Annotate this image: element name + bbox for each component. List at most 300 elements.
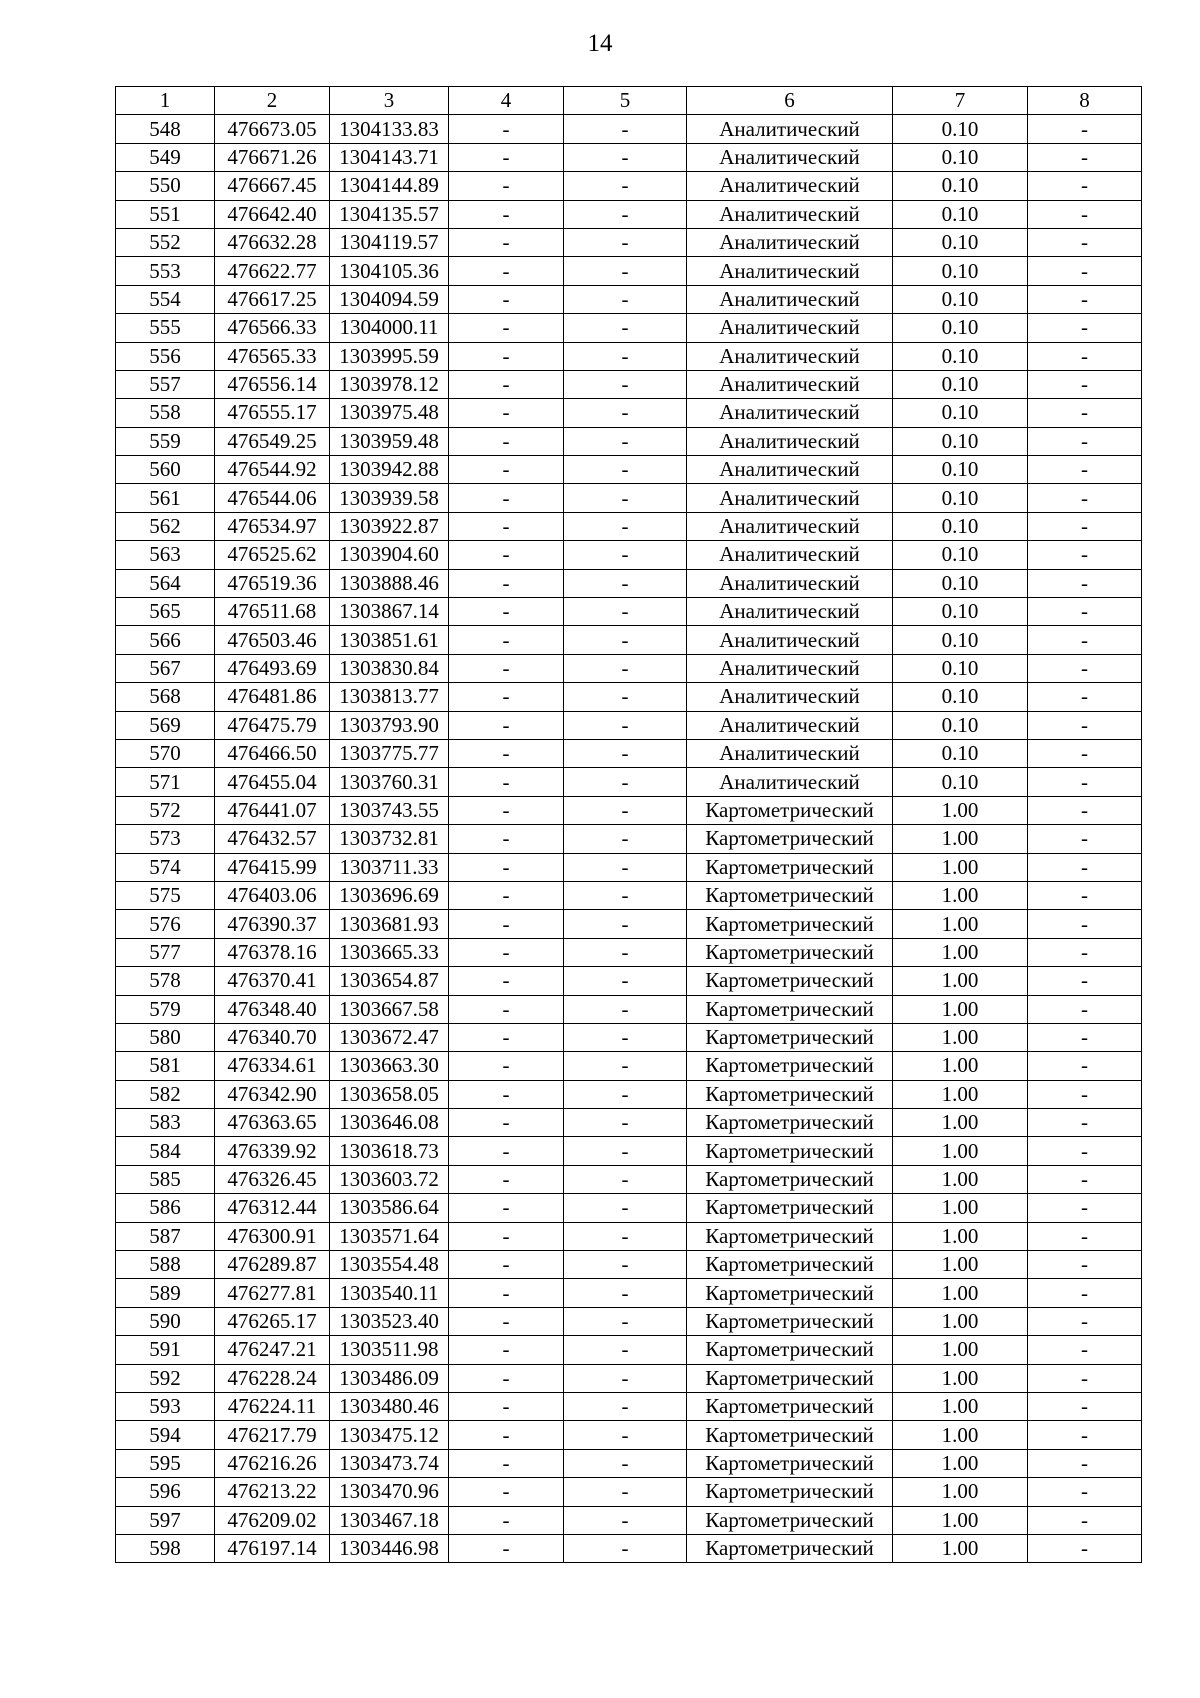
cell-x-coordinate: 476544.06 <box>215 484 330 512</box>
column-header-6: 6 <box>687 87 893 115</box>
cell-method: Аналитический <box>687 228 893 256</box>
cell-method: Картометрический <box>687 1023 893 1051</box>
cell-x-coordinate: 476300.91 <box>215 1222 330 1250</box>
cell-accuracy: 0.10 <box>893 768 1028 796</box>
cell-x-coordinate: 476493.69 <box>215 654 330 682</box>
cell-col-8: - <box>1028 427 1142 455</box>
cell-y-coordinate: 1304135.57 <box>330 200 449 228</box>
cell-accuracy: 1.00 <box>893 853 1028 881</box>
cell-col-5: - <box>564 654 687 682</box>
cell-x-coordinate: 476378.16 <box>215 938 330 966</box>
cell-accuracy: 1.00 <box>893 1392 1028 1420</box>
cell-col-4: - <box>449 314 564 342</box>
cell-col-4: - <box>449 654 564 682</box>
table-row <box>116 1251 1142 1279</box>
cell-x-coordinate: 476555.17 <box>215 399 330 427</box>
cell-col-4: - <box>449 1364 564 1392</box>
cell-col-4: - <box>449 1307 564 1335</box>
cell-col-8: - <box>1028 853 1142 881</box>
cell-x-coordinate: 476363.65 <box>215 1109 330 1137</box>
cell-col-5: - <box>564 541 687 569</box>
cell-y-coordinate: 1303586.64 <box>330 1194 449 1222</box>
cell-method: Аналитический <box>687 739 893 767</box>
cell-method: Картометрический <box>687 1336 893 1364</box>
cell-col-5: - <box>564 598 687 626</box>
cell-x-coordinate: 476671.26 <box>215 143 330 171</box>
cell-col-5: - <box>564 1307 687 1335</box>
cell-y-coordinate: 1303995.59 <box>330 342 449 370</box>
cell-point-number: 564 <box>116 569 215 597</box>
cell-col-5: - <box>564 200 687 228</box>
cell-col-4: - <box>449 200 564 228</box>
cell-accuracy: 1.00 <box>893 825 1028 853</box>
cell-y-coordinate: 1303942.88 <box>330 456 449 484</box>
cell-method: Аналитический <box>687 654 893 682</box>
cell-y-coordinate: 1303646.08 <box>330 1109 449 1137</box>
column-header-8: 8 <box>1028 87 1142 115</box>
cell-y-coordinate: 1303618.73 <box>330 1137 449 1165</box>
table-row <box>116 1194 1142 1222</box>
cell-point-number: 563 <box>116 541 215 569</box>
cell-accuracy: 0.10 <box>893 569 1028 597</box>
cell-accuracy: 0.10 <box>893 257 1028 285</box>
cell-x-coordinate: 476197.14 <box>215 1534 330 1562</box>
cell-col-4: - <box>449 1336 564 1364</box>
column-header-3: 3 <box>330 87 449 115</box>
cell-col-4: - <box>449 228 564 256</box>
table-row <box>116 853 1142 881</box>
cell-point-number: 580 <box>116 1023 215 1051</box>
cell-point-number: 589 <box>116 1279 215 1307</box>
cell-method: Аналитический <box>687 541 893 569</box>
cell-accuracy: 1.00 <box>893 938 1028 966</box>
cell-x-coordinate: 476642.40 <box>215 200 330 228</box>
cell-point-number: 562 <box>116 512 215 540</box>
cell-col-8: - <box>1028 228 1142 256</box>
cell-x-coordinate: 476334.61 <box>215 1052 330 1080</box>
cell-col-8: - <box>1028 1307 1142 1335</box>
cell-y-coordinate: 1303813.77 <box>330 683 449 711</box>
cell-method: Аналитический <box>687 399 893 427</box>
cell-y-coordinate: 1303743.55 <box>330 796 449 824</box>
cell-col-4: - <box>449 1506 564 1534</box>
cell-point-number: 582 <box>116 1080 215 1108</box>
cell-accuracy: 1.00 <box>893 1194 1028 1222</box>
cell-col-4: - <box>449 967 564 995</box>
cell-x-coordinate: 476415.99 <box>215 853 330 881</box>
table-row <box>116 512 1142 540</box>
cell-method: Картометрический <box>687 1080 893 1108</box>
cell-x-coordinate: 476370.41 <box>215 967 330 995</box>
table-row <box>116 456 1142 484</box>
cell-point-number: 560 <box>116 456 215 484</box>
cell-point-number: 557 <box>116 370 215 398</box>
cell-col-8: - <box>1028 1251 1142 1279</box>
cell-col-8: - <box>1028 598 1142 626</box>
cell-accuracy: 0.10 <box>893 370 1028 398</box>
cell-accuracy: 0.10 <box>893 285 1028 313</box>
cell-y-coordinate: 1303681.93 <box>330 910 449 938</box>
table-header <box>116 87 1142 115</box>
cell-method: Аналитический <box>687 285 893 313</box>
cell-accuracy: 1.00 <box>893 1534 1028 1562</box>
table-row <box>116 399 1142 427</box>
cell-accuracy: 0.10 <box>893 427 1028 455</box>
cell-method: Аналитический <box>687 427 893 455</box>
table-row <box>116 967 1142 995</box>
cell-accuracy: 1.00 <box>893 1109 1028 1137</box>
cell-col-4: - <box>449 172 564 200</box>
cell-col-5: - <box>564 1080 687 1108</box>
cell-col-5: - <box>564 967 687 995</box>
cell-x-coordinate: 476566.33 <box>215 314 330 342</box>
cell-y-coordinate: 1303793.90 <box>330 711 449 739</box>
cell-col-4: - <box>449 257 564 285</box>
cell-col-4: - <box>449 285 564 313</box>
cell-x-coordinate: 476511.68 <box>215 598 330 626</box>
table-row <box>116 569 1142 597</box>
cell-col-5: - <box>564 1478 687 1506</box>
cell-point-number: 572 <box>116 796 215 824</box>
table-row <box>116 1222 1142 1250</box>
cell-col-4: - <box>449 910 564 938</box>
cell-method: Аналитический <box>687 143 893 171</box>
cell-col-4: - <box>449 683 564 711</box>
cell-accuracy: 1.00 <box>893 1080 1028 1108</box>
cell-x-coordinate: 476673.05 <box>215 115 330 143</box>
cell-point-number: 555 <box>116 314 215 342</box>
cell-y-coordinate: 1304144.89 <box>330 172 449 200</box>
coordinates-table <box>115 86 1142 1563</box>
cell-col-5: - <box>564 228 687 256</box>
cell-col-5: - <box>564 1137 687 1165</box>
table-row <box>116 342 1142 370</box>
table-row <box>116 1534 1142 1562</box>
cell-accuracy: 1.00 <box>893 1506 1028 1534</box>
cell-method: Картометрический <box>687 796 893 824</box>
cell-col-8: - <box>1028 1194 1142 1222</box>
cell-point-number: 578 <box>116 967 215 995</box>
cell-x-coordinate: 476247.21 <box>215 1336 330 1364</box>
cell-col-5: - <box>564 1251 687 1279</box>
table-row <box>116 1336 1142 1364</box>
cell-col-8: - <box>1028 1336 1142 1364</box>
cell-method: Картометрический <box>687 825 893 853</box>
cell-point-number: 586 <box>116 1194 215 1222</box>
cell-accuracy: 1.00 <box>893 1421 1028 1449</box>
table-row <box>116 1109 1142 1137</box>
cell-col-4: - <box>449 1023 564 1051</box>
cell-col-5: - <box>564 1194 687 1222</box>
cell-method: Картометрический <box>687 1052 893 1080</box>
cell-point-number: 587 <box>116 1222 215 1250</box>
cell-col-4: - <box>449 598 564 626</box>
cell-accuracy: 1.00 <box>893 1137 1028 1165</box>
cell-point-number: 576 <box>116 910 215 938</box>
cell-x-coordinate: 476277.81 <box>215 1279 330 1307</box>
cell-col-4: - <box>449 115 564 143</box>
cell-point-number: 568 <box>116 683 215 711</box>
page-number: 14 <box>587 30 613 57</box>
cell-accuracy: 1.00 <box>893 1449 1028 1477</box>
cell-col-8: - <box>1028 1279 1142 1307</box>
cell-col-5: - <box>564 853 687 881</box>
table-row <box>116 172 1142 200</box>
cell-accuracy: 0.10 <box>893 541 1028 569</box>
cell-y-coordinate: 1303867.14 <box>330 598 449 626</box>
cell-col-5: - <box>564 938 687 966</box>
cell-col-8: - <box>1028 1534 1142 1562</box>
cell-col-5: - <box>564 1023 687 1051</box>
cell-y-coordinate: 1304119.57 <box>330 228 449 256</box>
cell-accuracy: 1.00 <box>893 1364 1028 1392</box>
column-header-4: 4 <box>449 87 564 115</box>
cell-y-coordinate: 1303760.31 <box>330 768 449 796</box>
cell-point-number: 559 <box>116 427 215 455</box>
table-body <box>116 115 1142 1563</box>
cell-point-number: 550 <box>116 172 215 200</box>
cell-accuracy: 0.10 <box>893 598 1028 626</box>
cell-method: Аналитический <box>687 598 893 626</box>
cell-col-4: - <box>449 995 564 1023</box>
table-row <box>116 995 1142 1023</box>
cell-y-coordinate: 1303672.47 <box>330 1023 449 1051</box>
table-row <box>116 598 1142 626</box>
cell-y-coordinate: 1303571.64 <box>330 1222 449 1250</box>
cell-x-coordinate: 476228.24 <box>215 1364 330 1392</box>
cell-col-8: - <box>1028 456 1142 484</box>
cell-x-coordinate: 476475.79 <box>215 711 330 739</box>
table-row <box>116 1478 1142 1506</box>
cell-accuracy: 0.10 <box>893 314 1028 342</box>
cell-col-5: - <box>564 1279 687 1307</box>
cell-col-8: - <box>1028 1165 1142 1193</box>
cell-method: Картометрический <box>687 881 893 909</box>
cell-point-number: 590 <box>116 1307 215 1335</box>
table-row <box>116 1080 1142 1108</box>
table-row <box>116 654 1142 682</box>
cell-col-5: - <box>564 825 687 853</box>
cell-col-8: - <box>1028 739 1142 767</box>
table-row <box>116 711 1142 739</box>
cell-point-number: 549 <box>116 143 215 171</box>
cell-col-5: - <box>564 314 687 342</box>
cell-col-5: - <box>564 456 687 484</box>
cell-method: Картометрический <box>687 995 893 1023</box>
cell-x-coordinate: 476326.45 <box>215 1165 330 1193</box>
cell-y-coordinate: 1303473.74 <box>330 1449 449 1477</box>
cell-method: Картометрический <box>687 1222 893 1250</box>
cell-col-4: - <box>449 1165 564 1193</box>
table-row <box>116 314 1142 342</box>
cell-col-5: - <box>564 626 687 654</box>
cell-col-8: - <box>1028 172 1142 200</box>
cell-point-number: 585 <box>116 1165 215 1193</box>
cell-col-8: - <box>1028 342 1142 370</box>
cell-x-coordinate: 476481.86 <box>215 683 330 711</box>
cell-accuracy: 1.00 <box>893 1251 1028 1279</box>
cell-y-coordinate: 1303470.96 <box>330 1478 449 1506</box>
cell-col-4: - <box>449 853 564 881</box>
cell-col-4: - <box>449 399 564 427</box>
cell-col-8: - <box>1028 484 1142 512</box>
cell-col-4: - <box>449 711 564 739</box>
header-row <box>116 87 1142 115</box>
cell-method: Картометрический <box>687 1194 893 1222</box>
table-row <box>116 1279 1142 1307</box>
cell-method: Аналитический <box>687 456 893 484</box>
cell-x-coordinate: 476265.17 <box>215 1307 330 1335</box>
cell-y-coordinate: 1303475.12 <box>330 1421 449 1449</box>
cell-col-8: - <box>1028 285 1142 313</box>
cell-method: Аналитический <box>687 257 893 285</box>
cell-y-coordinate: 1303486.09 <box>330 1364 449 1392</box>
table-row <box>116 1392 1142 1420</box>
table-row <box>116 257 1142 285</box>
cell-x-coordinate: 476441.07 <box>215 796 330 824</box>
cell-method: Картометрический <box>687 1165 893 1193</box>
cell-col-8: - <box>1028 200 1142 228</box>
cell-point-number: 583 <box>116 1109 215 1137</box>
cell-x-coordinate: 476340.70 <box>215 1023 330 1051</box>
cell-method: Аналитический <box>687 172 893 200</box>
cell-y-coordinate: 1303480.46 <box>330 1392 449 1420</box>
cell-y-coordinate: 1303658.05 <box>330 1080 449 1108</box>
cell-point-number: 570 <box>116 739 215 767</box>
cell-accuracy: 1.00 <box>893 1052 1028 1080</box>
cell-x-coordinate: 476403.06 <box>215 881 330 909</box>
cell-point-number: 595 <box>116 1449 215 1477</box>
cell-method: Аналитический <box>687 711 893 739</box>
cell-col-4: - <box>449 456 564 484</box>
cell-point-number: 575 <box>116 881 215 909</box>
cell-col-4: - <box>449 938 564 966</box>
cell-point-number: 552 <box>116 228 215 256</box>
cell-col-4: - <box>449 427 564 455</box>
cell-y-coordinate: 1303939.58 <box>330 484 449 512</box>
cell-accuracy: 0.10 <box>893 115 1028 143</box>
cell-y-coordinate: 1303654.87 <box>330 967 449 995</box>
cell-col-5: - <box>564 1052 687 1080</box>
cell-accuracy: 0.10 <box>893 399 1028 427</box>
cell-method: Картометрический <box>687 1534 893 1562</box>
table-row <box>116 796 1142 824</box>
cell-y-coordinate: 1303446.98 <box>330 1534 449 1562</box>
cell-method: Картометрический <box>687 1392 893 1420</box>
cell-col-5: - <box>564 1109 687 1137</box>
cell-col-5: - <box>564 796 687 824</box>
table-row <box>116 1307 1142 1335</box>
table-row <box>116 739 1142 767</box>
cell-y-coordinate: 1304143.71 <box>330 143 449 171</box>
cell-col-5: - <box>564 427 687 455</box>
cell-col-4: - <box>449 1449 564 1477</box>
cell-x-coordinate: 476667.45 <box>215 172 330 200</box>
cell-x-coordinate: 476213.22 <box>215 1478 330 1506</box>
cell-col-4: - <box>449 1478 564 1506</box>
cell-col-8: - <box>1028 143 1142 171</box>
cell-accuracy: 1.00 <box>893 881 1028 909</box>
cell-col-8: - <box>1028 512 1142 540</box>
cell-col-8: - <box>1028 1449 1142 1477</box>
cell-y-coordinate: 1303975.48 <box>330 399 449 427</box>
cell-accuracy: 1.00 <box>893 910 1028 938</box>
cell-col-4: - <box>449 1109 564 1137</box>
cell-accuracy: 0.10 <box>893 739 1028 767</box>
cell-accuracy: 1.00 <box>893 1279 1028 1307</box>
cell-col-8: - <box>1028 711 1142 739</box>
cell-accuracy: 1.00 <box>893 1478 1028 1506</box>
cell-x-coordinate: 476466.50 <box>215 739 330 767</box>
table-row <box>116 285 1142 313</box>
cell-col-5: - <box>564 1222 687 1250</box>
cell-method: Картометрический <box>687 1109 893 1137</box>
cell-y-coordinate: 1303467.18 <box>330 1506 449 1534</box>
cell-col-8: - <box>1028 1137 1142 1165</box>
cell-method: Картометрический <box>687 1449 893 1477</box>
cell-method: Аналитический <box>687 200 893 228</box>
cell-point-number: 566 <box>116 626 215 654</box>
cell-method: Картометрический <box>687 1478 893 1506</box>
cell-accuracy: 1.00 <box>893 1222 1028 1250</box>
cell-method: Аналитический <box>687 115 893 143</box>
cell-col-5: - <box>564 1364 687 1392</box>
cell-col-8: - <box>1028 569 1142 597</box>
cell-y-coordinate: 1304094.59 <box>330 285 449 313</box>
cell-y-coordinate: 1303696.69 <box>330 881 449 909</box>
cell-accuracy: 1.00 <box>893 1023 1028 1051</box>
cell-col-8: - <box>1028 938 1142 966</box>
cell-col-4: - <box>449 626 564 654</box>
cell-y-coordinate: 1303665.33 <box>330 938 449 966</box>
cell-accuracy: 0.10 <box>893 654 1028 682</box>
cell-col-5: - <box>564 711 687 739</box>
cell-col-8: - <box>1028 370 1142 398</box>
cell-accuracy: 0.10 <box>893 456 1028 484</box>
cell-col-8: - <box>1028 1023 1142 1051</box>
cell-x-coordinate: 476519.36 <box>215 569 330 597</box>
cell-point-number: 579 <box>116 995 215 1023</box>
cell-point-number: 592 <box>116 1364 215 1392</box>
cell-col-8: - <box>1028 1052 1142 1080</box>
cell-col-4: - <box>449 1534 564 1562</box>
cell-point-number: 548 <box>116 115 215 143</box>
cell-accuracy: 0.10 <box>893 143 1028 171</box>
cell-col-5: - <box>564 115 687 143</box>
cell-accuracy: 1.00 <box>893 1165 1028 1193</box>
cell-accuracy: 1.00 <box>893 995 1028 1023</box>
cell-method: Картометрический <box>687 1506 893 1534</box>
cell-point-number: 561 <box>116 484 215 512</box>
cell-y-coordinate: 1303663.30 <box>330 1052 449 1080</box>
cell-col-5: - <box>564 370 687 398</box>
cell-point-number: 569 <box>116 711 215 739</box>
cell-col-5: - <box>564 484 687 512</box>
cell-col-4: - <box>449 825 564 853</box>
cell-method: Картометрический <box>687 1137 893 1165</box>
cell-col-4: - <box>449 370 564 398</box>
cell-col-8: - <box>1028 115 1142 143</box>
table-row <box>116 1165 1142 1193</box>
cell-point-number: 556 <box>116 342 215 370</box>
cell-point-number: 596 <box>116 1478 215 1506</box>
cell-x-coordinate: 476339.92 <box>215 1137 330 1165</box>
table-row <box>116 370 1142 398</box>
cell-col-4: - <box>449 1392 564 1420</box>
cell-y-coordinate: 1303540.11 <box>330 1279 449 1307</box>
cell-y-coordinate: 1303959.48 <box>330 427 449 455</box>
cell-col-5: - <box>564 512 687 540</box>
